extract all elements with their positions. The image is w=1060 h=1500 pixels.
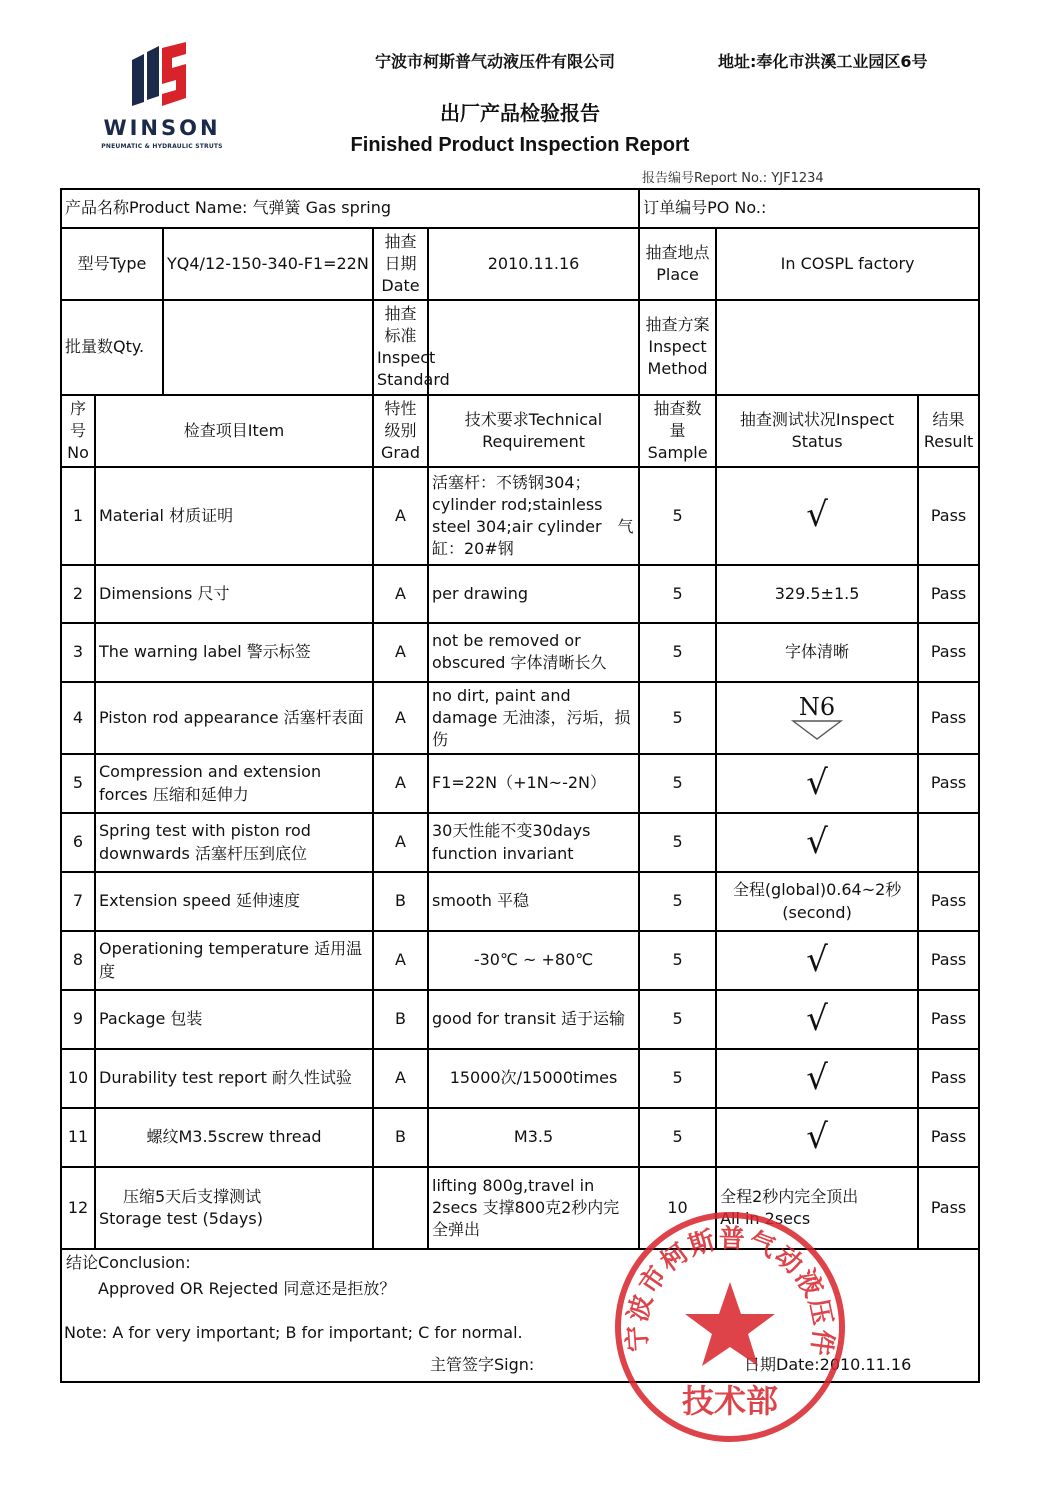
checkmark-icon: √ [716,754,918,813]
col-grade-line1: 特性 [384,398,417,418]
inspection-table [60,188,980,1383]
row-grade [373,1167,428,1249]
method-label-en2: Method [647,359,708,379]
col-sample-header [639,395,716,467]
product-name-cell: 产品名称Product Name: 气弹簧 Gas spring [61,189,639,228]
row-requirement: good for transit 适于运输 [428,990,639,1049]
type-label: 型号Type [61,228,163,300]
report-title-cn: 出厂产品检验报告 [440,101,600,125]
row-grade: B [373,990,428,1049]
signature-label: 主管签字Sign: [430,1355,535,1375]
row-grade: A [373,623,428,682]
row-no: 4 [61,682,95,754]
row-no: 7 [61,872,95,931]
type-value: YQ4/12-150-340-F1=22N [163,228,373,300]
row-item: The warning label 警示标签 [95,623,373,682]
method-label [639,300,716,394]
row-item-line1: 压缩5天后支撑测试 [123,1186,262,1206]
method-label-en1: Inspect [648,337,707,357]
company-address: 地址:奉化市洪溪工业园区6号 [718,52,928,71]
info-row-product [61,189,979,228]
row-result: Pass [918,467,979,565]
row-sample: 5 [639,1108,716,1167]
row-no: 12 [61,1167,95,1249]
row-no: 3 [61,623,95,682]
standard-label-cn: 抽查标准 [384,304,417,346]
row-grade: A [373,682,428,754]
standard-label-en1: Inspect [377,348,436,368]
info-row-type [61,228,979,300]
row-grade: B [373,872,428,931]
row-no: 10 [61,1049,95,1108]
row-item: Spring test with piston rod downwards 活塞杆压到底位 [95,813,373,872]
info-row-qty [61,300,979,394]
row-status: 329.5±1.5 [716,565,918,623]
row-grade: A [373,1049,428,1108]
col-sample-line1: 抽查数 [653,398,702,418]
row-item: Package 包装 [95,990,373,1049]
surface-finish-label: N6 [798,692,836,721]
company-name: 宁波市柯斯普气动液压件有限公司 [375,52,616,71]
col-sample-line2: 量 [669,420,686,440]
standard-value [428,300,639,394]
table-row [61,467,979,565]
row-sample: 5 [639,565,716,623]
table-row [61,1108,979,1167]
row-result: Pass [918,754,979,813]
table-row [61,565,979,623]
date-label-en: Date [381,276,420,296]
row-grade: A [373,467,428,565]
row-sample: 5 [639,623,716,682]
col-status-header [716,395,918,467]
col-status-line2: Status [791,431,843,451]
svg-text:技术部: 技术部 [681,1382,779,1420]
row-no: 2 [61,565,95,623]
table-row [61,754,979,813]
row-sample: 5 [639,467,716,565]
row-requirement: M3.5 [428,1108,639,1167]
col-requirement-header [428,395,639,467]
method-label-cn: 抽查方案 [645,315,710,335]
place-label [639,228,716,300]
row-result: Pass [918,931,979,990]
place-label-cn: 抽查地点 [645,243,710,263]
row-sample: 5 [639,682,716,754]
row-grade: B [373,1108,428,1167]
row-grade: A [373,931,428,990]
row-no: 5 [61,754,95,813]
svg-text:宁波市柯斯普气动液压件有限公司: 宁波市柯斯普气动液压件 [622,1224,838,1360]
col-status-line1: 抽查测试状况Inspect [739,409,895,429]
col-req-line1: 技术要求Technical [464,409,603,429]
row-result: Pass [918,682,979,754]
column-header-row [61,395,979,467]
checkmark-icon: √ [716,467,918,565]
row-requirement: per drawing [428,565,639,623]
table-row [61,931,979,990]
grade-note: Note: A for very important; B for important; C for normal. [64,1323,523,1342]
conclusion-date: 日期Date:2010.11.16 [744,1355,912,1375]
row-status: 全程(global)0.64~2秒 (second) [716,872,918,931]
row-no: 1 [61,467,95,565]
conclusion-title: 结论Conclusion: [66,1253,191,1273]
checkmark-icon: √ [716,1108,918,1167]
col-grade-line3: Grad [381,442,420,462]
qty-value [163,300,373,394]
row-item: Material 材质证明 [95,467,373,565]
col-grade-line2: 级别 [384,420,417,440]
row-sample: 10 [639,1167,716,1249]
row-no: 8 [61,931,95,990]
row-requirement: not be removed or obscured 字体清晰长久 [428,623,639,682]
table-row [61,872,979,931]
row-result: Pass [918,872,979,931]
checkmark-icon: √ [716,1049,918,1108]
checkmark-icon: √ [716,990,918,1049]
row-requirement: 活塞杆：不锈钢304；cylinder rod;stainless steel 304;air cylinder 气缸：20#钢 [428,467,639,565]
row-grade: A [373,565,428,623]
col-item-header: 检查项目Item [95,395,373,467]
row-requirement: no dirt, paint and damage 无油漆，污垢，损伤 [428,682,639,754]
surface-finish-icon [716,682,918,754]
row-result: Pass [918,990,979,1049]
col-sample-line3: Sample [647,442,708,462]
col-result-header [918,395,979,467]
row-result: Pass [918,1167,979,1249]
method-value [716,300,979,394]
table-row [61,813,979,872]
standard-label-en2: Standard [377,370,450,390]
date-label-cn: 抽查日期 [384,232,417,274]
row-result: Pass [918,1049,979,1108]
row-requirement: lifting 800g,travel in 2secs 支撑800克2秒内完全弹出 [428,1167,639,1249]
col-req-line2: Requirement [482,431,585,451]
row-sample: 5 [639,990,716,1049]
row-item [95,1167,373,1249]
row-item: Extension speed 延伸速度 [95,872,373,931]
row-sample: 5 [639,872,716,931]
surface-finish-triangle-icon [791,719,843,741]
col-no-header [61,395,95,467]
table-row [61,1049,979,1108]
date-label [373,228,428,300]
checkmark-icon: √ [716,931,918,990]
brand-tagline: PNEUMATIC & HYDRAULIC STRUTS [101,143,223,150]
col-no-line2: 号 [69,420,86,440]
row-sample: 5 [639,813,716,872]
row-result [918,813,979,872]
row-requirement: F1=22N（+1N~-2N） [428,754,639,813]
row-requirement: 15000次/15000times [428,1049,639,1108]
report-title-en: Finished Product Inspection Report [350,134,690,156]
date-value: 2010.11.16 [428,228,639,300]
brand-name: WINSON [103,116,221,140]
row-grade: A [373,813,428,872]
po-number-cell: 订单编号PO No.: [639,189,979,228]
row-status-line1: 全程2秒内完全顶出 [720,1186,859,1206]
row-item: 螺纹M3.5screw thread [95,1108,373,1167]
table-row [61,623,979,682]
row-no: 9 [61,990,95,1049]
row-item: Dimensions 尺寸 [95,565,373,623]
row-sample: 5 [639,1049,716,1108]
row-sample: 5 [639,754,716,813]
checkmark-icon: √ [716,813,918,872]
row-item: Compression and extension forces 压缩和延伸力 [95,754,373,813]
company-seal-stamp [610,1207,850,1447]
standard-label [373,300,450,394]
table-row [61,990,979,1049]
row-sample: 5 [639,931,716,990]
row-item: Operationing temperature 适用温度 [95,931,373,990]
row-item: Durability test report 耐久性试验 [95,1049,373,1108]
place-value: In COSPL factory [716,228,979,300]
row-item-line2: Storage test (5days) [99,1209,263,1229]
conclusion-question: Approved OR Rejected 同意还是拒放？ [98,1279,396,1299]
col-no-line3: No [67,442,89,462]
row-requirement: smooth 平稳 [428,872,639,931]
col-grade-header [373,395,428,467]
row-no: 11 [61,1108,95,1167]
row-no: 6 [61,813,95,872]
row-result: Pass [918,565,979,623]
row-result: Pass [918,623,979,682]
row-grade: A [373,754,428,813]
table-row [61,682,979,754]
row-result: Pass [918,1108,979,1167]
row-item: Piston rod appearance 活塞杆表面 [95,682,373,754]
row-requirement: -30℃ ~ +80℃ [428,931,639,990]
report-number: 报告编号Report No.: YJF1234 [642,171,824,186]
col-result-line1: 结果 [932,409,965,429]
row-status-line2: All in 2secs [720,1209,811,1229]
col-no-line1: 序 [69,398,86,418]
qty-label: 批量数Qty. [61,300,163,394]
col-result-line2: Result [923,431,974,451]
row-status: 字体清晰 [716,623,918,682]
row-requirement: 30天性能不变30days function invariant [428,813,639,872]
place-label-en: Place [656,265,699,285]
